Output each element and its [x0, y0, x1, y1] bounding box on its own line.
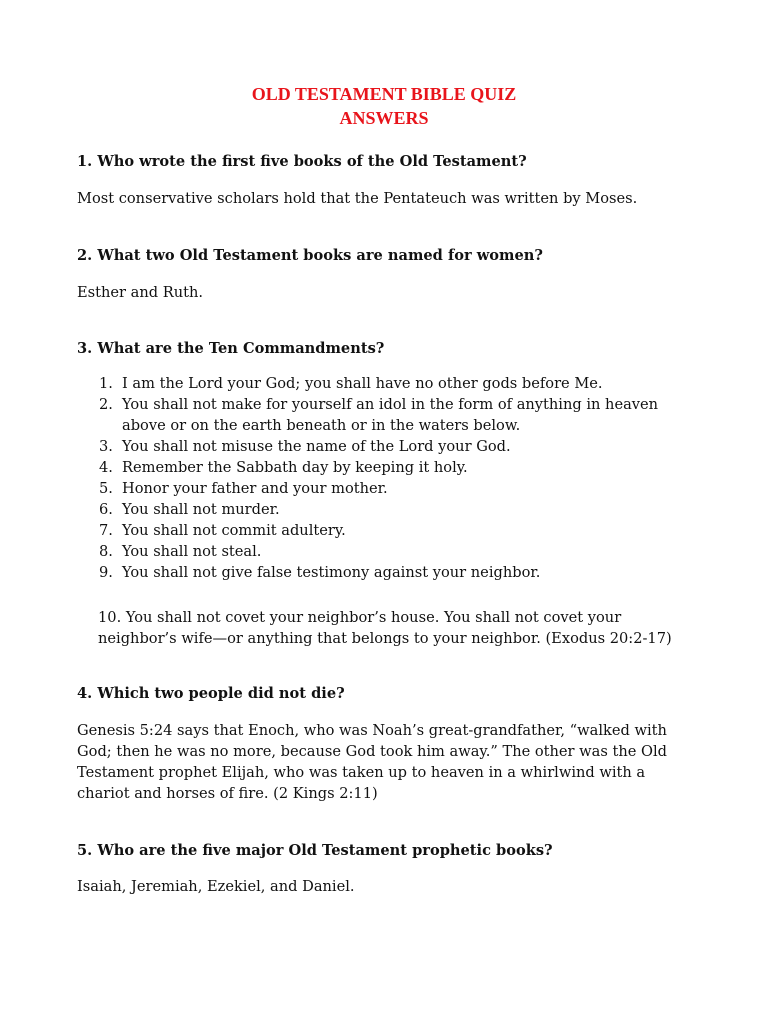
question-1: 1. Who wrote the first five books of the Old Testament? — [77, 153, 527, 170]
list-item: 4. Remember the Sabbath day by keeping it holy. — [99, 459, 468, 476]
answer-5: Isaiah, Jeremiah, Ezekiel, and Daniel. — [77, 878, 355, 895]
commandments-list — [77, 373, 697, 583]
answer-1: Most conservative scholars hold that the Pentateuch was written by Moses. — [77, 190, 638, 207]
list-item: 3. You shall not misuse the name of the Lord your God. — [99, 438, 511, 455]
question-2: 2. What two Old Testament books are named for women? — [77, 247, 543, 264]
list-item: 7. You shall not commit adultery. — [99, 522, 346, 539]
list-item: 9. You shall not give false testimony against your neighbor. — [99, 564, 541, 581]
answer-4: Genesis 5:24 says that Enoch, who was Noah’s great-grandfather, “walked with God; then he was no more, because God took him away.” The other was the Old Testament prophet Elijah, who was taken up to heaven in a whirlwind with a chariot and horses of fire. (2 Kings 2:11) — [77, 722, 667, 802]
list-item: 8. You shall not steal. — [99, 543, 262, 560]
commandment-10: 10. You shall not covet your neighbor’s house. You shall not covet your neighbor’s wife—or anything that belongs to your neighbor. (Exodus 20:2-17) — [98, 609, 672, 647]
document-title: OLD TESTAMENT BIBLE QUIZ — [251, 84, 517, 104]
question-5: 5. Who are the five major Old Testament prophetic books? — [77, 842, 553, 859]
answer-2: Esther and Ruth. — [77, 284, 204, 301]
list-item: 5. Honor your father and your mother. — [99, 480, 388, 497]
document-subtitle: ANSWERS — [339, 108, 429, 128]
list-item: 6. You shall not murder. — [99, 501, 280, 518]
list-item: 1. I am the Lord your God; you shall have no other gods before Me. — [99, 375, 603, 392]
question-4: 4. Which two people did not die? — [77, 685, 345, 702]
question-3: 3. What are the Ten Commandments? — [77, 340, 385, 357]
list-item: 2. You shall not make for yourself an idol in the form of anything in heaven above or on the earth beneath or in the waters below. — [99, 396, 659, 434]
